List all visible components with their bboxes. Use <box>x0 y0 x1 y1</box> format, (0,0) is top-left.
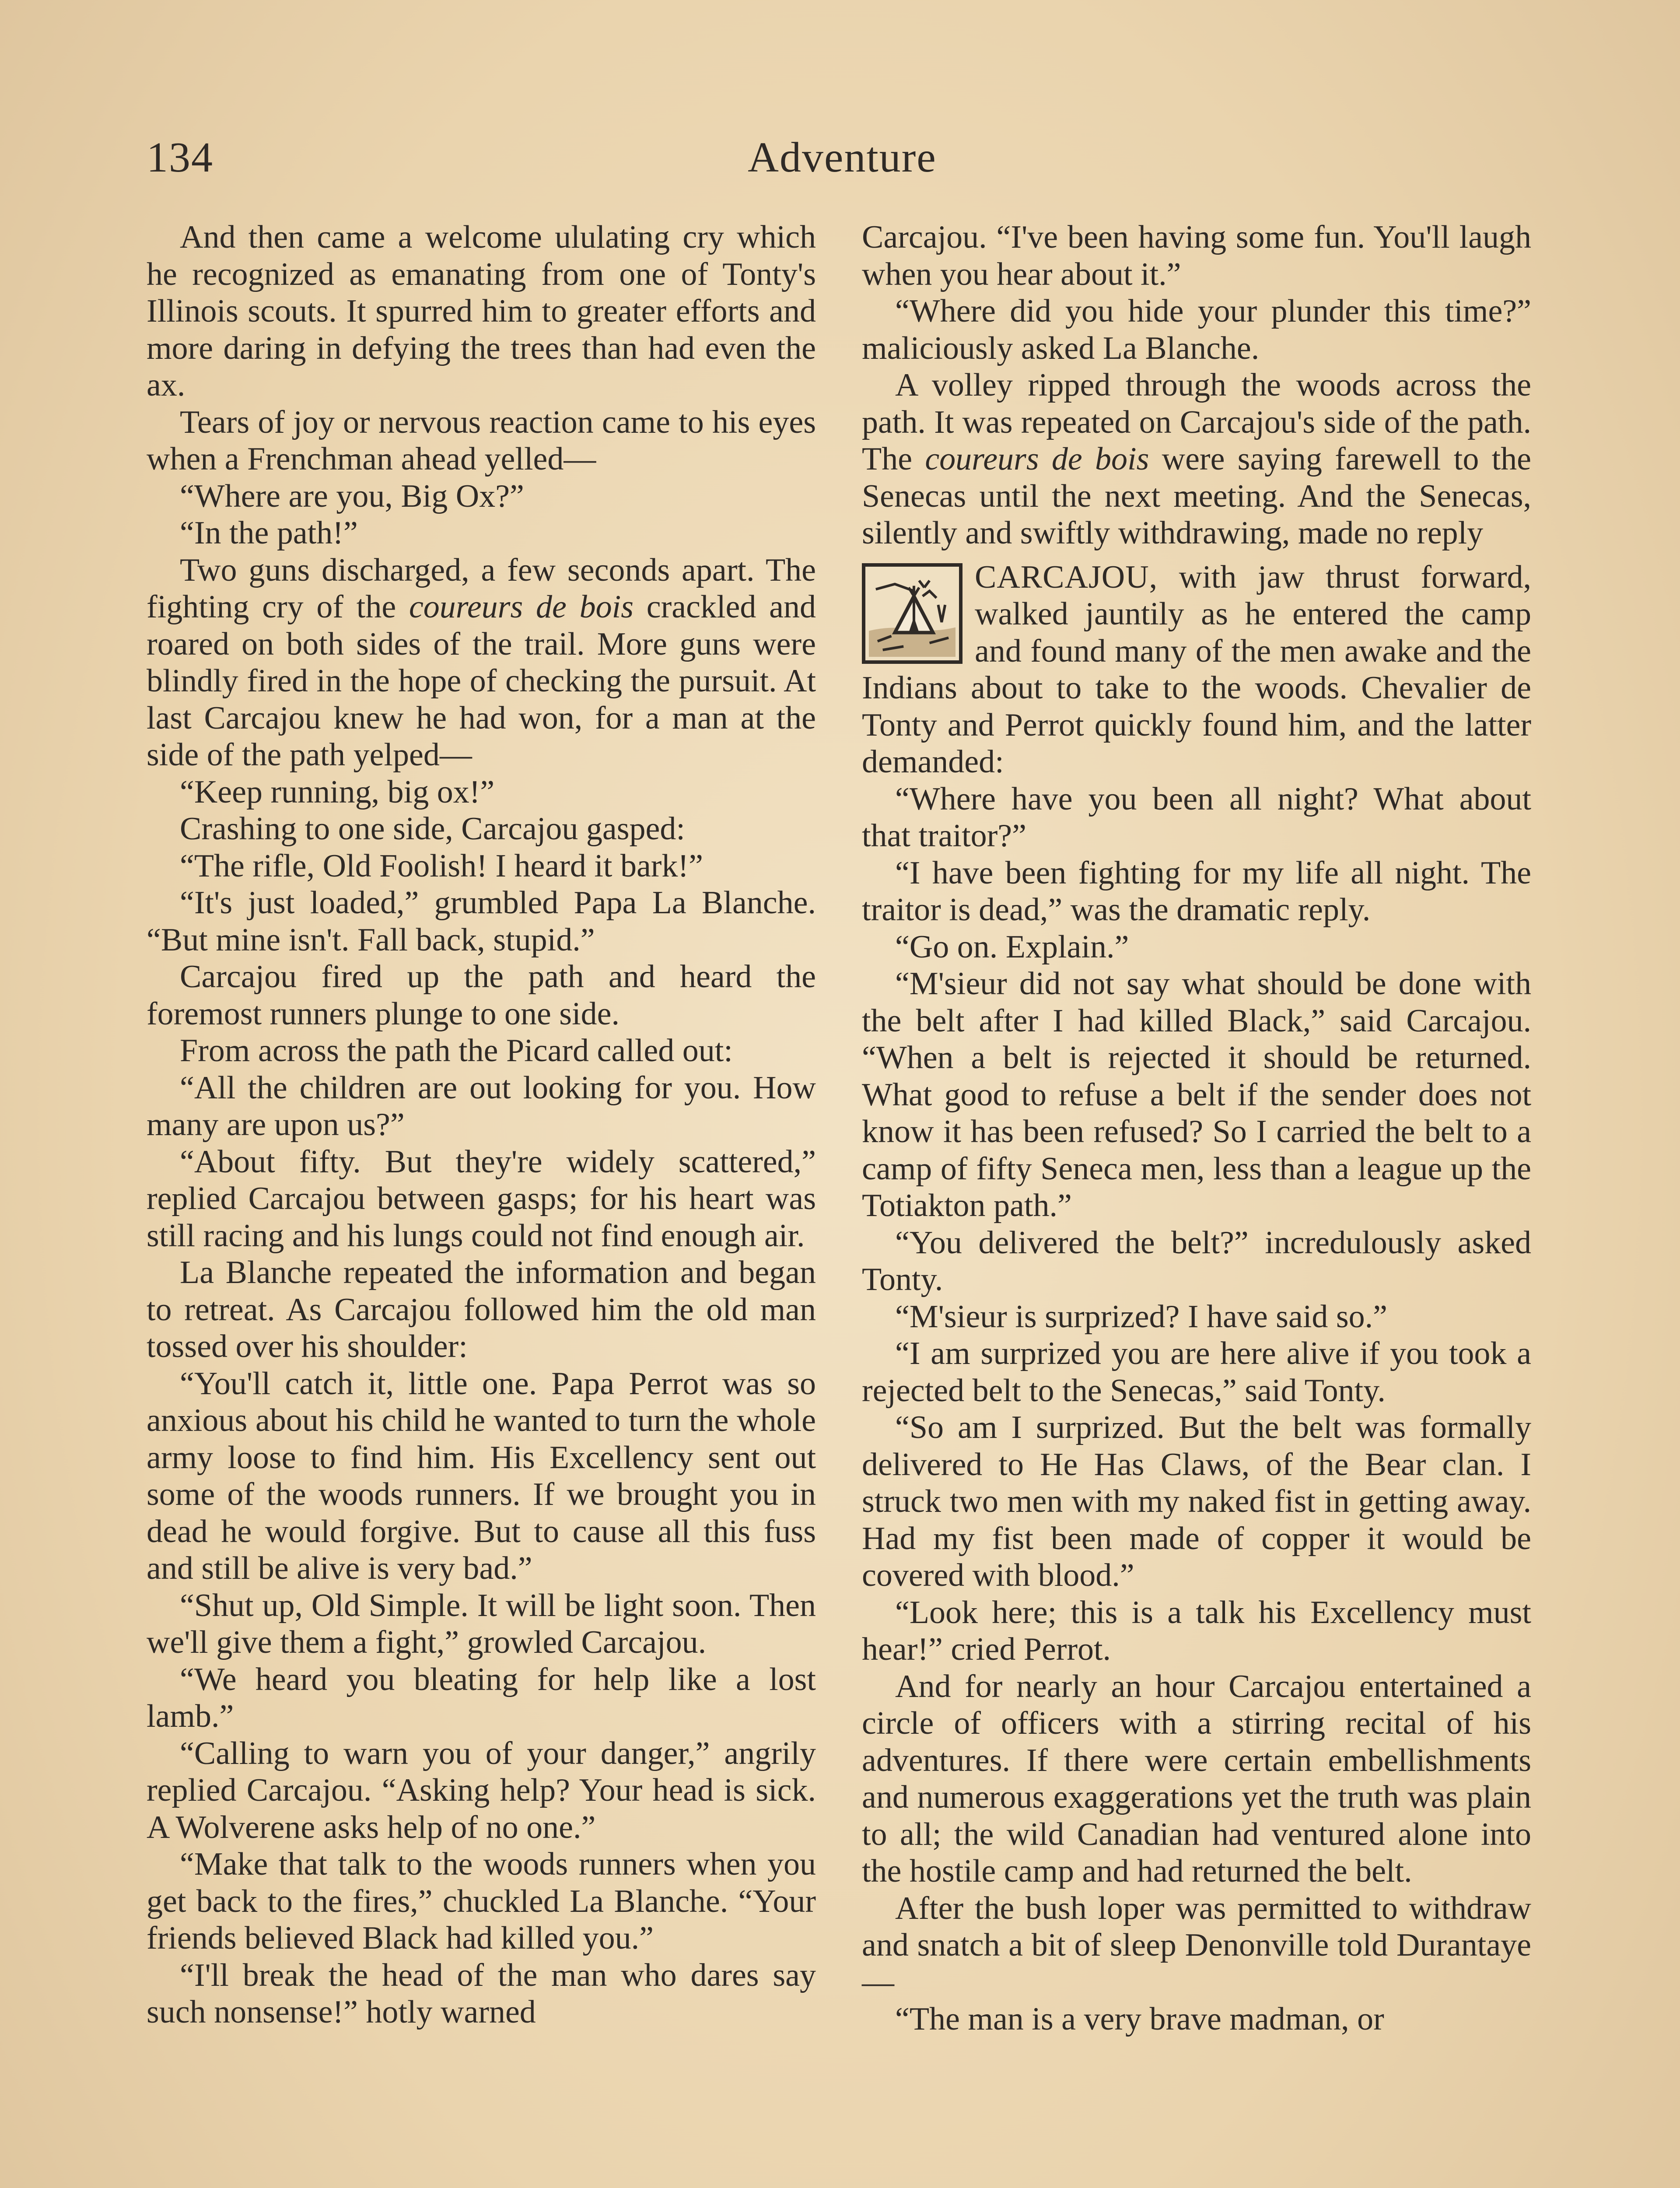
paragraph: “I have been fighting for my life all night. The traitor is dead,” was the dramatic reply. <box>862 855 1531 928</box>
paragraph: “Shut up, Old Simple. It will be light soon. Then we'll give them a fight,” growled Carcajou. <box>147 1587 816 1660</box>
paragraph: “M'sieur did not say what should be done with the belt after I had killed Black,” said Carcajou. “When a belt is rejected it should be returned. What good to refuse a belt if the sender does not know it has been refused? So I carried the belt to a camp of fifty Seneca men, less than a league up the Totiakton path.” <box>862 966 1531 1224</box>
paragraph: Two guns discharged, a few seconds apart. The fighting cry of the coureurs de bois crackled and roared on both sides of the trail. More guns were blindly fired in the hope of checking the pursuit. At last Carcajou knew he had won, for a man at the side of the path yelped— <box>147 552 816 773</box>
section-lead-word: CARCAJOU, <box>975 559 1158 595</box>
paragraph: “You'll catch it, little one. Papa Perrot was so anxious about his child he wanted to turn the whole army loose to find him. His Excellency sent out some of the woods runners. If we brought you in dead he would forgive. But to cause all this fuss and still be alive is very bad.” <box>147 1365 816 1586</box>
wilderness-camp-vignette-icon <box>862 563 962 664</box>
paragraph: “I'll break the head of the man who dares say such nonsense!” hotly warned <box>147 1957 816 2030</box>
paragraph: “All the children are out looking for you. How many are upon us?” <box>147 1069 816 1143</box>
paragraph: “Calling to warn you of your danger,” angrily replied Carcajou. “Asking help? Your head is sick. A Wolverene asks help of no one.” <box>147 1735 816 1845</box>
paragraph: “Keep running, big ox!” <box>180 774 495 810</box>
section-lead-text: with jaw thrust forward, walked jauntily as he entered the camp and found many of the men awake and the Indians about to take to the woods. Chevalier de Tonty and Perrot quickly found him, and the latter demanded: <box>862 559 1531 780</box>
paragraph: A volley ripped through the woods across the path. It was repeated on Carcajou's side of the path. The coureurs de bois were saying farewell to the Senecas until the next meeting. And the Senecas, silently and swiftly withdrawing, made no reply <box>862 367 1531 551</box>
paragraph: “The rifle, Old Foolish! I heard it bark!” <box>180 848 703 884</box>
paragraph: La Blanche repeated the information and began to retreat. As Carcajou followed him the old man tossed over his shoulder: <box>147 1255 816 1364</box>
paragraph: “Where did you hide your plunder this time?” maliciously asked La Blanche. <box>862 293 1531 366</box>
left-column <box>147 219 816 2031</box>
paragraph: And for nearly an hour Carcajou entertained a circle of officers with a stirring recital of his adventures. If there were certain embellishments and numerous exaggerations yet the truth was plain to all; the wild Canadian had ventured alone into the hostile camp and had returned the belt. <box>862 1668 1531 1889</box>
italic-phrase: coureurs de bois <box>925 441 1149 477</box>
paragraph: “M'sieur is surprized? I have said so.” <box>895 1298 1388 1335</box>
paragraph: “You delivered the belt?” incredulously asked Tonty. <box>862 1224 1531 1297</box>
paragraph: “Look here; this is a talk his Excellency must hear!” cried Perrot. <box>862 1594 1531 1667</box>
paragraph: “The man is a very brave madman, or <box>895 2001 1384 2037</box>
paragraph: Tears of joy or nervous reaction came to his eyes when a Frenchman ahead yelled— <box>147 404 816 477</box>
paragraph: From across the path the Picard called out: <box>180 1033 733 1069</box>
paragraph: After the bush loper was permitted to withdraw and snatch a bit of sleep Denonville told Durantaye— <box>862 1890 1531 2000</box>
paragraph: Crashing to one side, Carcajou gasped: <box>180 811 685 847</box>
paragraph: “Go on. Explain.” <box>895 929 1129 965</box>
vignette-drawing <box>869 570 956 657</box>
paragraph: “We heard you bleating for help like a lost lamb.” <box>147 1661 816 1734</box>
running-title: Adventure <box>748 134 937 181</box>
section-opening-paragraph <box>862 559 1531 781</box>
italic-phrase: coureurs de bois <box>409 589 634 625</box>
paragraph: And then came a welcome ululating cry which he recognized as emanating from one of Tonty's Illinois scouts. It spurred him to greater efforts and more daring in defying the trees than had even the ax. <box>147 219 816 403</box>
paragraph: “It's just loaded,” grumbled Papa La Blanche. “But mine isn't. Fall back, stupid.” <box>147 885 816 958</box>
paragraph: “So am I surprized. But the belt was formally delivered to He Has Claws, of the Bear clan. I struck two men with my naked fist in getting away. Had my fist been made of copper it would be covered with blood.” <box>862 1410 1531 1593</box>
page-header <box>147 129 1538 186</box>
right-column <box>862 219 1531 2038</box>
paragraph: “I am surprized you are here alive if you took a rejected belt to the Senecas,” said Tonty. <box>862 1336 1531 1409</box>
paragraph: Carcajou fired up the path and heard the foremost runners plunge to one side. <box>147 959 816 1032</box>
paragraph: “Where are you, Big Ox?” <box>180 478 524 514</box>
page-number: 134 <box>147 134 214 181</box>
paragraph: “Where have you been all night? What about that traitor?” <box>862 781 1531 854</box>
paragraph: “About fifty. But they're widely scattered,” replied Carcajou between gasps; for his heart was still racing and his lungs could not find enough air. <box>147 1143 816 1254</box>
paragraph-continued: Carcajou. “I've been having some fun. You'll laugh when you hear about it.” <box>862 219 1531 292</box>
paragraph: “Make that talk to the woods runners when you get back to the fires,” chuckled La Blanche. “Your friends believed Black had killed you.” <box>147 1846 816 1956</box>
section-break <box>862 552 1531 559</box>
paragraph: “In the path!” <box>180 515 358 551</box>
